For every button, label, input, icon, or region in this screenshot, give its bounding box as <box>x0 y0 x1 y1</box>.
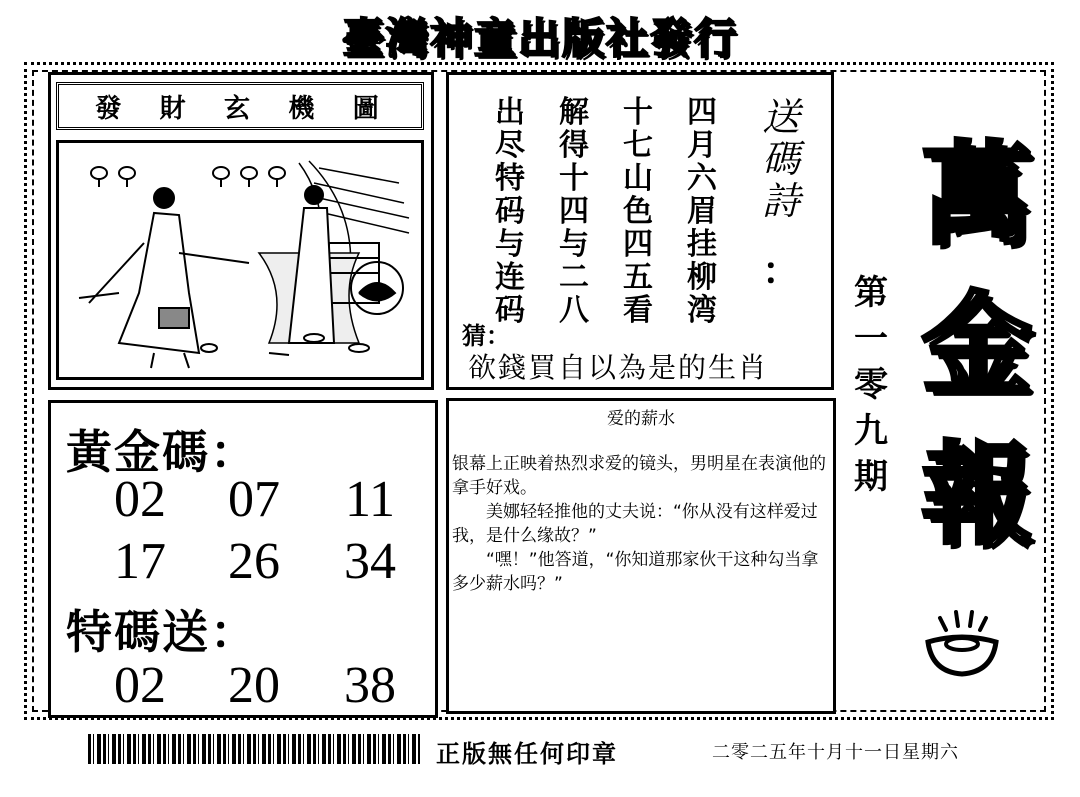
picture-title-char: 財 <box>159 93 192 124</box>
masthead-char-3: 報 <box>922 430 1032 559</box>
poem-line-4: 出尽特码与连码 <box>495 95 525 328</box>
story-body <box>452 452 830 596</box>
issue-number <box>846 270 896 500</box>
gold-number: 26 <box>228 533 280 590</box>
publisher-title: 臺灣神童出版社發行 <box>341 14 738 63</box>
gold-number: 17 <box>114 533 166 590</box>
lanterns <box>91 167 285 187</box>
story-paragraph: 美娜轻轻推他的丈夫说：“你从没有这样爱过我，是什么缘故？” <box>452 502 818 546</box>
picture-title-char: 圖 <box>352 93 385 124</box>
poem-line-3: 解得十四与二八 <box>559 95 589 328</box>
guess-label: 猜： <box>462 322 510 350</box>
picture-title-char: 發 <box>95 93 128 124</box>
gold-number: 34 <box>344 533 396 590</box>
gold-ingot-icon <box>922 608 1002 692</box>
barcode <box>88 734 420 764</box>
special-number: 20 <box>228 657 280 714</box>
poem-title-colon: ： <box>761 248 800 293</box>
gold-number: 11 <box>344 471 396 528</box>
issue-char: 期 <box>854 457 888 497</box>
picture-title-char: 玄 <box>223 93 256 124</box>
gold-ingot-icon-drawing <box>922 608 1002 688</box>
gold-number: 02 <box>114 471 166 528</box>
illustration-drawing <box>59 143 421 377</box>
story-paragraph: 银幕上正映着热烈求爱的镜头，男明星在表演他的拿手好戏。 <box>452 454 826 498</box>
issue-char: 第 <box>854 273 888 313</box>
masthead-char-2: 金 <box>922 280 1032 409</box>
gold-number: 07 <box>228 471 280 528</box>
issue-char: 零 <box>854 365 888 405</box>
guess-text: 欲錢買自以為是的生肖 <box>468 351 769 384</box>
figure-warrior <box>79 188 249 368</box>
issue-char: 九 <box>854 411 888 451</box>
story-paragraph: “嘿！”他答道，“你知道那家伙干这种勾当拿多少薪水吗？” <box>452 550 819 594</box>
special-number: 02 <box>114 657 166 714</box>
picture-title-bar <box>56 82 424 130</box>
masthead-char-1: 萬 <box>922 130 1032 259</box>
picture-title-char: 機 <box>288 93 321 124</box>
curtain <box>259 161 409 343</box>
footer-date: 二零二五年十月十一日星期六 <box>712 742 959 763</box>
special-number: 38 <box>344 657 396 714</box>
footer-note: 正版無任何印章 <box>436 740 618 768</box>
gold-code-label: 黃金碼： <box>66 425 258 479</box>
issue-char: 一 <box>854 319 888 359</box>
poem-line-2: 十七山色四五看 <box>623 95 653 328</box>
poem-line-1: 四月六眉挂柳湾 <box>687 95 717 328</box>
story-title: 爱的薪水 <box>607 409 675 429</box>
poem-title: 送碼詩 <box>761 95 800 223</box>
special-code-label: 特碼送： <box>66 605 258 659</box>
illustration <box>56 140 424 380</box>
